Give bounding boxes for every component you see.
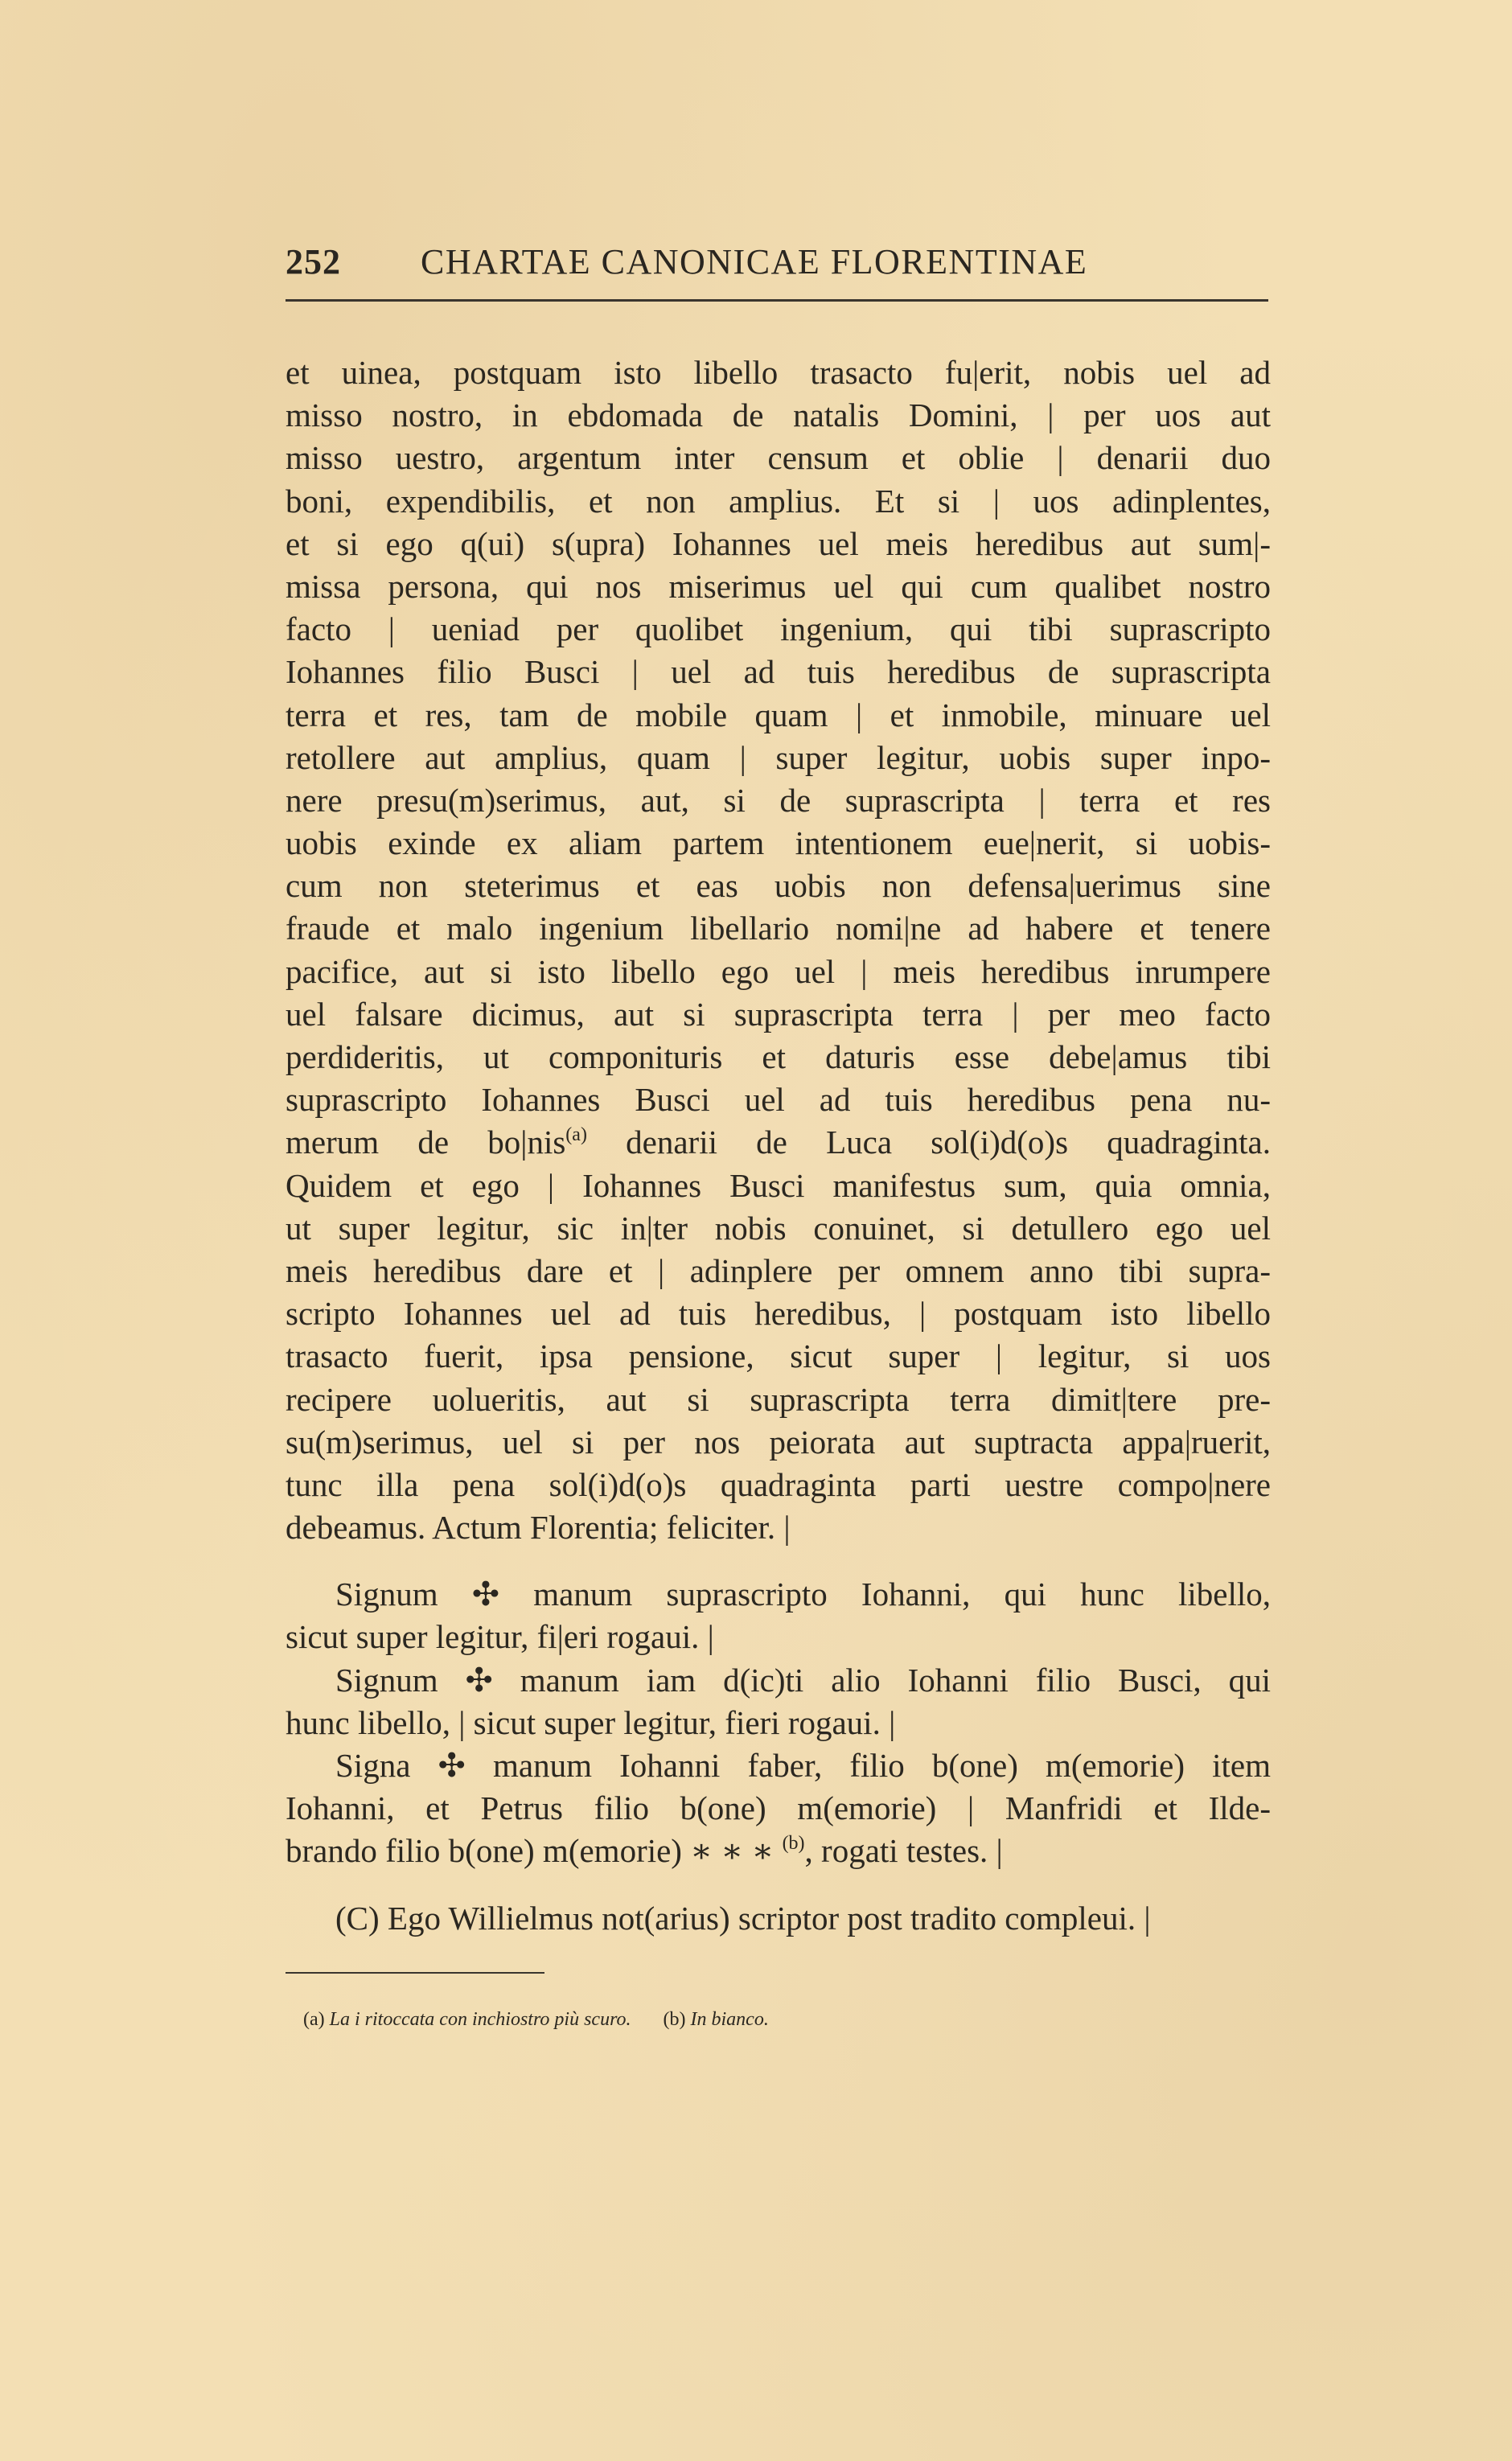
signature-line: sicut super legitur, fi|eri rogaui. |: [286, 1618, 714, 1656]
text-line: uel falsare dicimus, aut si suprascripta terra | per meo facto: [286, 995, 1271, 1033]
witness-line: [286, 1830, 1271, 1872]
text-line: nere presu(m)serimus, aut, si de suprascripta | terra et res: [286, 781, 1271, 819]
book-page: [286, 241, 1271, 2031]
text-line: tunc illa pena sol(i)d(o)s quadraginta parti uestre compo|nere: [286, 1465, 1271, 1503]
signature-line: hunc libello, | sicut super legitur, fieri rogaui. |: [286, 1703, 896, 1741]
text-line: boni, expendibilis, et non amplius. Et si | uos adinplentes,: [286, 482, 1271, 520]
text-line: ut super legitur, sic in|ter nobis conuinet, si detullero ego uel: [286, 1209, 1271, 1247]
text-line: facto | ueniad per quolibet ingenium, qui tibi suprascripto: [286, 610, 1271, 648]
text-fragment: denarii de Luca sol(i)d(o)s quadraginta.: [626, 1124, 1271, 1161]
page-number: 252: [286, 242, 341, 281]
text-line: uobis exinde ex aliam partem intentionem eue|nerit, si uobis-: [286, 824, 1271, 862]
text-fragment: brando filio b(one) m(emorie) ∗ ∗ ∗: [286, 1832, 774, 1870]
footnote-b: [664, 2009, 769, 2031]
text-line: perdideritis, ut componituris et daturis esse debe|amus tibi: [286, 1038, 1271, 1075]
footnote-mark: (a): [303, 2008, 325, 2030]
text-line: trasacto fuerit, ipsa pensione, sicut super | legitur, si uos: [286, 1337, 1271, 1375]
text-line: retollere aut amplius, quam | super legitur, uobis super inpo-: [286, 738, 1271, 776]
text-fragment: merum de bo|nis: [286, 1124, 566, 1161]
text-line: suprascripto Iohannes Busci uel ad tuis heredibus pena nu-: [286, 1081, 1271, 1119]
text-line: Quidem et ego | Iohannes Busci manifestus sum, quia omnia,: [286, 1166, 1271, 1204]
signature-line: Signum ✣ manum iam d(ic)ti alio Iohanni filio Busci, qui: [335, 1661, 1271, 1699]
text-line-with-note-a: [286, 1121, 1271, 1164]
running-head: [286, 241, 1271, 290]
charter-text: [286, 351, 1271, 1940]
witness-line: Iohanni, et Petrus filio b(one) m(emorie) | Manfridi et Ilde-: [286, 1789, 1271, 1827]
text-line: cum non steterimus et eas uobis non defensa|uerimus sine: [286, 867, 1271, 905]
paragraph-gap: [286, 1549, 1271, 1573]
footnote-marker-b: (b): [782, 1833, 805, 1855]
footnote-a: [303, 2009, 631, 2031]
footnote-text: In bianco.: [690, 2008, 769, 2030]
text-line: pacifice, aut si isto libello ego uel | meis heredibus inrumpere: [286, 952, 1271, 990]
text-line: terra et res, tam de mobile quam | et inmobile, minuare uel: [286, 696, 1271, 733]
text-line: scripto Iohannes uel ad tuis heredibus, | postquam isto libello: [286, 1295, 1271, 1333]
paragraph-gap: [286, 1873, 1271, 1897]
witness-line: Signa ✣ manum Iohanni faber, filio b(one) m(emorie) item: [335, 1747, 1271, 1784]
footnote-marker-a: (a): [565, 1124, 587, 1146]
text-line: misso nostro, in ebdomada de natalis Domini, | per uos aut: [286, 396, 1271, 434]
running-title: CHARTAE CANONICAE FLORENTINAE: [421, 242, 1088, 281]
footnote-mark: (b): [663, 2008, 686, 2030]
header-rule: [286, 299, 1268, 302]
signature-line: Signum ✣ manum suprascripto Iohanni, qui hunc libello,: [335, 1576, 1271, 1613]
footnotes: [286, 2009, 1271, 2031]
text-line: meis heredibus dare et | adinplere per omnem anno tibi supra-: [286, 1251, 1271, 1289]
text-line: misso uestro, argentum inter censum et oblie | denarii duo: [286, 439, 1271, 477]
text-line: su(m)serimus, uel si per nos peiorata aut suptracta appa|ruerit,: [286, 1423, 1271, 1461]
text-line: debeamus. Actum Florentia; feliciter. |: [286, 1509, 791, 1547]
notary-subscription: (C) Ego Willielmus not(arius) scriptor post tradito compleui. |: [335, 1899, 1151, 1937]
text-line: recipere uolueritis, aut si suprascripta terra dimit|tere pre-: [286, 1380, 1271, 1418]
text-fragment: , rogati testes. |: [804, 1832, 1003, 1870]
footnote-text: La i ritoccata con inchiostro più scuro.: [329, 2008, 631, 2030]
text-line: missa persona, qui nos miserimus uel qui cum qualibet nostro: [286, 567, 1271, 605]
text-line: Iohannes filio Busci | uel ad tuis heredibus de suprascripta: [286, 653, 1271, 691]
text-line: et si ego q(ui) s(upra) Iohannes uel meis heredibus aut sum|-: [286, 524, 1271, 562]
text-line: fraude et malo ingenium libellario nomi|ne ad habere et tenere: [286, 910, 1271, 947]
footnote-rule: [286, 1972, 544, 1974]
text-line: et uinea, postquam isto libello trasacto fu|erit, nobis uel ad: [286, 354, 1271, 391]
